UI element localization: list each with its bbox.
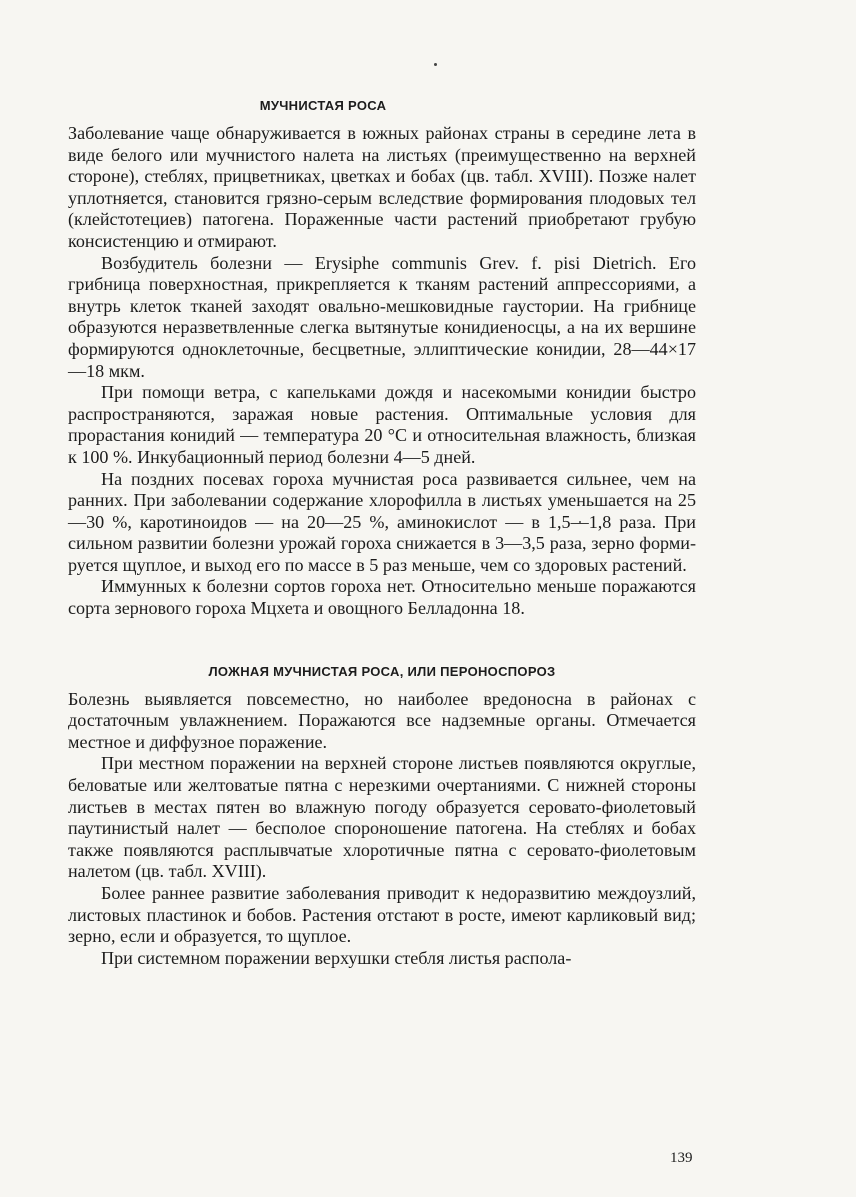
paragraph: При помощи ветра, с капельками дождя и насекомыми конидии быстро распространяются, заражая новые растения. Оптимальные условия для прорастания конидий — температура 20 °С и относительная влажность, близкая к 100 %. Инкубационный период болезни 4—5 дней.: [68, 382, 696, 467]
page-number: 139: [670, 1150, 693, 1166]
print-speck: [434, 63, 437, 66]
section-heading-downy-mildew: ЛОЖНАЯ МУЧНИСТАЯ РОСА, ИЛИ ПЕРОНОСПОРОЗ: [208, 663, 556, 679]
paragraph: Возбудитель болезни — Erysiphe communis Grev. f. pisi Dietrich. Его грибница поверхностная, прикрепляется к тканям растений аппрессориями, а внутрь клеток тканей заходят овально-мешковидные гаустории. На грибнице образуются неразветвленные слегка вытянутые конидиеносцы, а на их вершине формируются одноклеточные, бесцветные, эллиптические конидии, 28—44×17—18 мкм.: [68, 252, 696, 381]
section-heading-powdery-mildew: МУЧНИСТАЯ РОСА: [259, 98, 387, 113]
paragraph: На поздних посевах гороха мучнистая роса развивается сильнее, чем на ранних. При заболевании содержание хлорофилла в листьях уменьшается на 25—30 %, каротиноидов — на 20—25 %, аминокислот — в 1,5—1,8 раза. При сильном развитии болезни урожай гороха снижается в 3—3,5 раза, зерно формируется щуплое, и выход его по массе в 5 раз меньше, чем со здоровых растений.: [68, 468, 696, 575]
paragraph: Иммунных к болезни сортов гороха нет. Относительно меньше поражаются сорта зернового гороха Мцхета и овощного Белладонна 18.: [68, 576, 696, 619]
paragraph: При местном поражении на верхней стороне листьев появляются округлые, беловатые или желтоватые пятна с нерезкими очертаниями. С нижней стороны листьев в местах пятен во влажную погоду образуется серовато-фиолетовый паутинистый налет — бесполое спороношение патогена. На стеблях и бобах также появляются расплывчатые хлоротичные пятна с серовато-фиолетовым налетом (цв. табл. XVIII).: [68, 753, 696, 882]
paragraph: Заболевание чаще обнаруживается в южных районах страны в середине лета в виде белого или мучнистого налета на листьях (преимущественно на верхней стороне), стеблях, прицветниках, цветках и бобах (цв. табл. XVIII). Позже налет уплотняется, становится грязно-серым вследствие формирования плодовых тел (клейстотециев) патогена. Пораженные части растений приобретают грубую консистенцию и отмирают.: [68, 123, 696, 251]
paragraph: При системном поражении верхушки стебля листья распола-: [101, 947, 572, 968]
paragraph: Болезнь выявляется повсеместно, но наиболее вредоносна в районах с достаточным увлажнением. Поражаются все надземные органы. Отмечается местное и диффузное поражение.: [68, 688, 696, 752]
paragraph: Более раннее развитие заболевания приводит к недоразвитию междоузлий, листовых пластинок и бобов. Растения отстают в росте, имеют карликовый вид; зерно, если и образуется, то щуплое.: [68, 883, 696, 947]
page-content: [68, 98, 696, 969]
